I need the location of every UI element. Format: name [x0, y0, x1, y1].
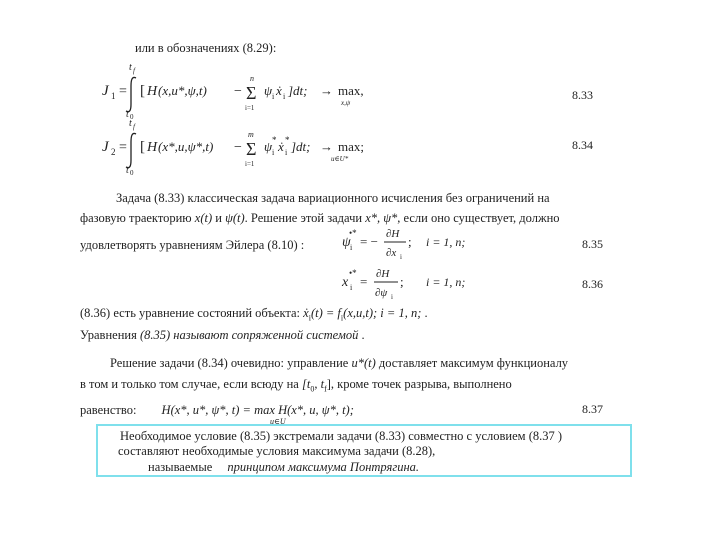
- eq833-sum-lower: i=1: [245, 104, 255, 112]
- eq834-lhs: J: [102, 139, 109, 155]
- eq835-den: ∂x: [386, 247, 397, 259]
- integral-sign-icon: [126, 77, 136, 111]
- eq835-lhs-sup: •*: [349, 228, 357, 238]
- para2-l2b2-sub: f: [324, 384, 327, 394]
- eq833-minus: −: [234, 84, 242, 99]
- eq836-den: ∂ψ: [375, 287, 388, 299]
- eq834-args: (x*,u,ψ*,t): [158, 139, 214, 154]
- para1-l2c: и: [215, 211, 222, 225]
- para2-line2: [80, 376, 512, 398]
- boxed-l3b: принципом максимума Понтрягина.: [227, 460, 420, 474]
- eq834-max: max;: [338, 139, 364, 154]
- eq834-term: ψ: [264, 139, 273, 154]
- eq835-lhs: ψ: [342, 235, 351, 250]
- eq834-arrow: →: [320, 139, 333, 154]
- para2-line3: [80, 402, 354, 418]
- para2-l2c: , кроме точек разрыва, выполнено: [330, 377, 512, 391]
- eq833-int-lower: t: [126, 109, 129, 120]
- eq834-int-upper-sub: f: [133, 123, 135, 131]
- eq833-number: 8.33: [572, 88, 593, 102]
- eq837-number: 8.37: [582, 402, 603, 416]
- para1-line1: Задача (8.33) классическая задача вариационного исчисления без ограничений на: [116, 191, 550, 205]
- para1-l2a: фазовую траекторию: [80, 211, 192, 225]
- state-line-b: ẋ: [303, 306, 309, 320]
- adjoint-line-c: .: [361, 328, 365, 342]
- sum-sign-icon: Σ: [246, 83, 257, 103]
- eq833-eq: =: [119, 84, 127, 99]
- para2-l2b-sub: 0: [310, 384, 315, 394]
- eq836-num: ∂H: [376, 268, 390, 280]
- para2-l3a: равенство:: [80, 403, 137, 417]
- eq835-semi: ;: [408, 234, 412, 249]
- para2-line1: [110, 355, 568, 371]
- eq836-semi: ;: [400, 274, 404, 289]
- eq833-max-sub: x,ψ: [341, 99, 351, 107]
- eq834-eq: =: [119, 140, 127, 155]
- eq835-range: i = 1, n;: [426, 235, 466, 249]
- para2-l2b: [t: [301, 377, 311, 391]
- eq836-range: i = 1, n;: [426, 275, 466, 289]
- boxed-line3: [148, 459, 419, 475]
- eq833-int-upper-sub: f: [133, 67, 135, 75]
- eq833-bracket-close: ]dt;: [288, 83, 308, 98]
- para1-line2: [80, 210, 560, 226]
- eq834-int-lower: t: [126, 165, 129, 176]
- eq833-int-lower-sub: 0: [130, 113, 134, 121]
- eq834-term-sub: i: [272, 148, 275, 157]
- eq835-eq: = −: [360, 234, 378, 249]
- eq835-number: 8.35: [582, 237, 603, 251]
- eq836-lhs: x: [342, 275, 349, 290]
- eq833-lhs: J: [102, 83, 109, 99]
- eq834-term2: ẋ: [278, 139, 284, 154]
- eq834-int-upper: t: [129, 118, 132, 129]
- state-line: [80, 305, 428, 327]
- eq834-term-sup: *: [272, 135, 277, 145]
- para2-l2b3: ]: [326, 377, 331, 391]
- state-line-f: .: [424, 306, 428, 320]
- eq834-term2-sup: *: [285, 135, 290, 145]
- eq833-term: ψ: [264, 83, 273, 98]
- para2-l3b-sub: u∈U: [270, 417, 286, 426]
- eq835-num: ∂H: [386, 228, 400, 240]
- eq834-sum-upper: m: [248, 130, 254, 139]
- adjoint-line-b: (8.35) называют сопряженной системой: [139, 328, 359, 342]
- eq836-den-sub: i: [391, 293, 393, 301]
- boxed-line1: Необходимое условие (8.35) экстремали задачи (8.33) совместно с условием (8.37 ): [120, 429, 563, 443]
- eq836-lhs-sub: i: [350, 283, 353, 292]
- eq833-term-sub: i: [272, 92, 275, 101]
- eq834-int-lower-sub: 0: [130, 169, 134, 177]
- eq833-args: (x,u*,ψ,t): [158, 83, 207, 98]
- eq833-arrow: →: [320, 83, 333, 98]
- eq836-eq: =: [360, 274, 368, 289]
- adjoint-line: [80, 327, 365, 343]
- adjoint-line-a: Уравнения: [80, 328, 137, 342]
- eq833-sum-upper: n: [250, 74, 254, 83]
- boxed-l3a: называемые: [148, 460, 213, 474]
- eq833-term2: ẋ: [276, 83, 282, 98]
- eq833-bracket-open: [: [140, 83, 145, 99]
- eq833-max: max,: [338, 83, 364, 98]
- equation-8-36: [338, 266, 498, 306]
- sum-sign-icon: Σ: [246, 139, 257, 159]
- eq834-max-sub: u∈U*: [331, 155, 349, 163]
- equation-8-33: [98, 60, 478, 121]
- state-line-c-sub: i: [340, 313, 344, 323]
- para1-l2b: x(t): [194, 211, 213, 225]
- eq834-sum-lower: i=1: [245, 160, 255, 168]
- para1-line3: удовлетворять уравнениям Эйлера (8.10) :: [80, 238, 305, 252]
- boxed-line2: составляют необходимые условия максимума задачи (8.28),: [118, 444, 436, 458]
- integral-sign-icon: [126, 133, 136, 167]
- state-line-c: (t) = f: [310, 306, 341, 320]
- eq834-bracket-open: [: [140, 139, 145, 155]
- state-line-a: (8.36) есть уравнение состояний объекта:: [80, 306, 301, 320]
- state-line-b-sub: i: [308, 313, 311, 323]
- eq835-den-sub: i: [400, 253, 402, 261]
- eq834-lhs-sub: 2: [111, 147, 116, 157]
- equation-8-34: [98, 116, 478, 177]
- eq833-H: H: [147, 84, 158, 99]
- para2-l1a: Решение задачи (8.34) очевидно: управление: [110, 356, 349, 370]
- state-line-d: (x,u,t);: [343, 306, 378, 320]
- para2-l3b: H(x*, u*, ψ*, t) = max H(x*, u, ψ*, t);: [161, 403, 354, 417]
- eq835-lhs-sub: i: [350, 243, 353, 252]
- intro-text: или в обозначениях (8.29):: [135, 41, 277, 55]
- para2-l1b: u*(t): [351, 356, 376, 370]
- para1-l2g: , если оно существует, должно: [397, 211, 560, 225]
- para1-l2f: x*, ψ*: [365, 211, 398, 225]
- eq834-number: 8.34: [572, 138, 593, 152]
- eq833-lhs-sub: 1: [111, 91, 116, 101]
- para2-l2b2: , t: [314, 377, 325, 391]
- eq834-minus: −: [234, 140, 242, 155]
- para1-l2d: ψ(t): [225, 211, 245, 225]
- para1-l2e: . Решение этой задачи: [244, 211, 363, 225]
- eq836-number: 8.36: [582, 277, 603, 291]
- equation-8-35: [338, 226, 498, 266]
- eq834-bracket-close: ]dt;: [291, 139, 311, 154]
- eq836-lhs-sup: •*: [349, 268, 357, 278]
- eq834-H: H: [147, 140, 158, 155]
- para2-l1c: доставляет максимум функционалу: [378, 356, 569, 370]
- eq833-int-upper: t: [129, 62, 132, 73]
- eq833-term2-sub: i: [283, 92, 286, 101]
- para2-l2a: в том и только том случае, если всюду на: [80, 377, 299, 391]
- state-line-e: i = 1, n;: [380, 306, 422, 320]
- eq834-term2-sub: i: [285, 148, 288, 157]
